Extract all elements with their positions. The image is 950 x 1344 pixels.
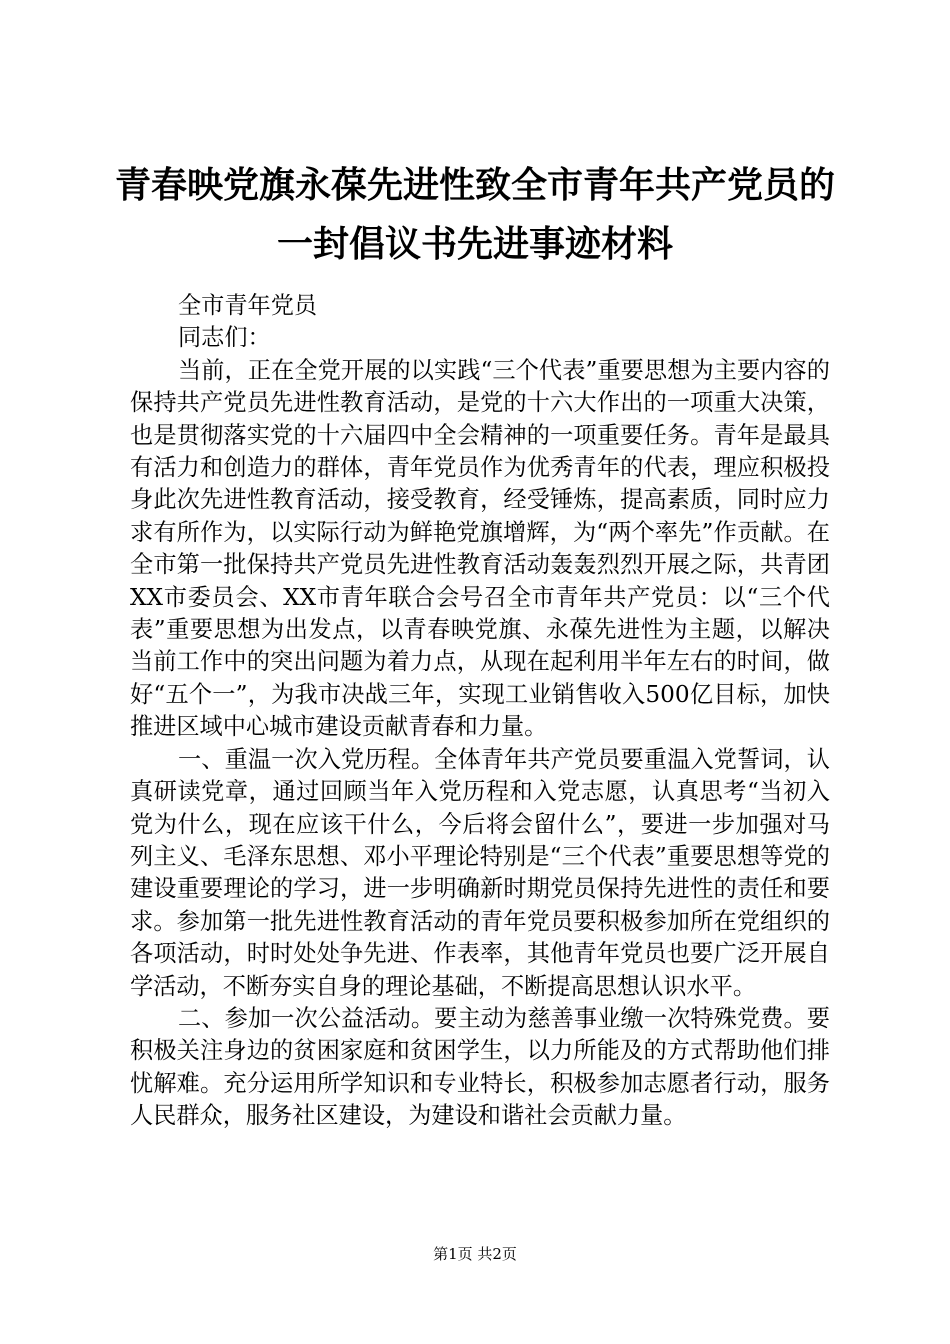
salutation-greeting: 同志们： [178, 324, 271, 352]
salutation-recipient: 全市青年党员 [178, 292, 318, 319]
page-indicator: 第1页 共2页 [433, 1245, 517, 1263]
document-body [130, 290, 830, 1133]
paragraph-item-1: 一、重温一次入党历程。全体青年共产党员要重温入党誓词，认真研读党章，通过回顾当年入党历程和入党志愿，认真思考“当初入党为什么，现在应该干什么，今后将会留什么”，要进一步加强对马列主义、毛泽东思想、邓小平理论特别是“三个代表”重要思想等党的建设重要理论的学习，进一步明确新时期党员保持先进性的责任和要求。参加第一批先进性教育活动的青年党员要积极参加所在党组织的各项活动，时时处处争先进、作表率，其他青年党员也要广泛开展自学活动，不断夯实自身的理论基础，不断提高思想认识水平。 [130, 745, 830, 1000]
document-title-line-1: 青春映党旗永葆先进性致全市青年共产党员的 [114, 164, 835, 206]
paragraph-intro: 当前，正在全党开展的以实践“三个代表”重要思想为主要内容的保持共产党员先进性教育活动，是党的十六大作出的一项重大决策，也是贯彻落实党的十六届四中全会精神的一项重要任务。青年是最具有活力和创造力的群体，青年党员作为优秀青年的代表，理应积极投身此次先进性教育活动，接受教育，经受锤炼，提高素质，同时应力求有所作为，以实际行动为鲜艳党旗增辉，为“两个率先”作贡献。在全市第一批保持共产党员先进性教育活动轰轰烈烈开展之际，共青团XX市委员会、XX市青年联合会号召全市青年共产党员：以“三个代表”重要思想为出发点，以青春映党旗、永葆先进性为主题，以解决当前工作中的突出问题为着力点，从现在起利用半年左右的时间，做好“五个一”，为我市决战三年，实现工业销售收入500亿目标，加快推进区域中心城市建设贡献青春和力量。 [130, 356, 830, 741]
paragraph-item-2: 二、参加一次公益活动。要主动为慈善事业缴一次特殊党费。要积极关注身边的贫困家庭和贫困学生，以力所能及的方式帮助他们排忧解难。充分运用所学知识和专业特长，积极参加志愿者行动，服务人民群众，服务社区建设，为建设和谐社会贡献力量。 [130, 1004, 830, 1130]
document-title-line-2: 一封倡议书先进事迹材料 [276, 223, 673, 265]
